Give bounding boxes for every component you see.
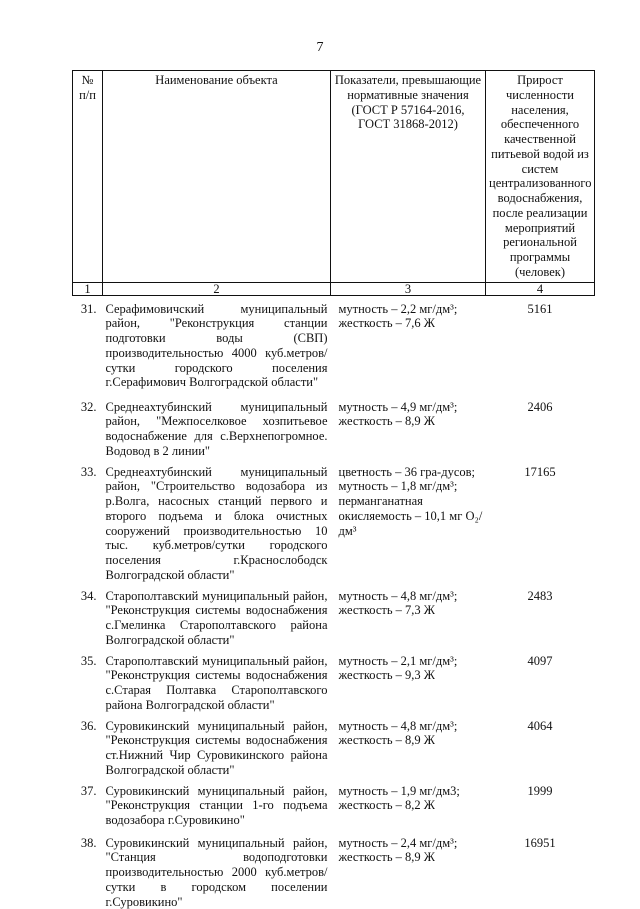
- object-name: Старополтавский муниципальный район, "Реконструкция системы водоснабжения с.Старая Полтавка Старополтавского района Волгоградской области": [103, 648, 331, 713]
- object-name: Суровикинский муниципальный район, "Станция водоподготовки производительностью 2000 куб.метров/сутки в городском поселении г.Суровикино": [103, 830, 331, 909]
- table-row: [73, 778, 595, 830]
- row-number: 33.: [73, 459, 103, 583]
- indicators: мутность – 2,4 мг/дм³; жесткость – 8,9 Ж: [331, 830, 486, 909]
- table-row: [73, 830, 595, 909]
- header-object-name: Наименование объекта: [103, 71, 331, 283]
- population-growth: 4097: [486, 648, 595, 713]
- column-number: 4: [486, 282, 595, 295]
- table-row: [73, 394, 595, 459]
- table-row: [73, 583, 595, 648]
- column-number: 2: [103, 282, 331, 295]
- table-row: [73, 459, 595, 583]
- population-growth: 4064: [486, 713, 595, 778]
- row-number: 38.: [73, 830, 103, 909]
- object-name: Среднеахтубинский муниципальный район, "Строительство водозабора из р.Волга, насосных станций первого и второго подъема и блока очистных сооружений производительностью 10 тыс. куб.метров/сутки городского поселения г.Краснослободск Волгоградской области": [103, 459, 331, 583]
- object-name: Серафимовичский муниципальный район, "Реконструкция станции подготовки воды (СВП) производительностью 4000 куб.метров/сутки городского поселения г.Серафимович Волгоградской области": [103, 295, 331, 394]
- object-name: Старополтавский муниципальный район, "Реконструкция системы водоснабжения с.Гмелинка Старополтавского района Волгоградской области": [103, 583, 331, 648]
- population-growth: 1999: [486, 778, 595, 830]
- table-row: [73, 295, 595, 394]
- object-name: Среднеахтубинский муниципальный район, "Межпоселковое хозпитьевое водоснабжение для с.Верхнепогромное. Водовод в 2 линии": [103, 394, 331, 459]
- table-header-row: [73, 71, 595, 283]
- column-number: 1: [73, 282, 103, 295]
- column-number: 3: [331, 282, 486, 295]
- table-row: [73, 648, 595, 713]
- indicators: мутность – 1,9 мг/дм3; жесткость – 8,2 Ж: [331, 778, 486, 830]
- indicators: мутность – 4,8 мг/дм³; жесткость – 8,9 Ж: [331, 713, 486, 778]
- row-number: 31.: [73, 295, 103, 394]
- table-row: [73, 713, 595, 778]
- indicators: мутность – 4,8 мг/дм³; жесткость – 7,3 Ж: [331, 583, 486, 648]
- indicators: цветность – 36 гра-дусов; мутность – 1,8 мг/дм³; перманганатная окисляемость – 10,1 мг O₂/дм³: [331, 459, 486, 583]
- row-number: 35.: [73, 648, 103, 713]
- indicators: мутность – 2,1 мг/дм³; жесткость – 9,3 Ж: [331, 648, 486, 713]
- indicators: мутность – 2,2 мг/дм³; жесткость – 7,6 Ж: [331, 295, 486, 394]
- population-growth: 17165: [486, 459, 595, 583]
- column-number-row: [73, 282, 595, 295]
- population-growth: 5161: [486, 295, 595, 394]
- water-supply-objects-table: [72, 70, 595, 909]
- row-number: 36.: [73, 713, 103, 778]
- row-number: 34.: [73, 583, 103, 648]
- row-number: 32.: [73, 394, 103, 459]
- population-growth: 2483: [486, 583, 595, 648]
- header-number: № п/п: [73, 71, 103, 283]
- object-name: Суровикинский муниципальный район, "Реконструкция станции 1-го подъема водозабора г.Суровикино": [103, 778, 331, 830]
- population-growth: 16951: [486, 830, 595, 909]
- object-name: Суровикинский муниципальный район, "Реконструкция системы водоснабжения ст.Нижний Чир Суровикинского района Волгоградской области": [103, 713, 331, 778]
- population-growth: 2406: [486, 394, 595, 459]
- header-indicators: Показатели, превышающие нормативные значения (ГОСТ Р 57164-2016, ГОСТ 31868-2012): [331, 71, 486, 283]
- page-number: 7: [0, 40, 640, 56]
- header-population-growth: Прирост численности населения, обеспеченного качественной питьевой водой из систем централизованного водоснабжения, после реализации мероприятий региональной программы (человек): [486, 71, 595, 283]
- indicators: мутность – 4,9 мг/дм³; жесткость – 8,9 Ж: [331, 394, 486, 459]
- row-number: 37.: [73, 778, 103, 830]
